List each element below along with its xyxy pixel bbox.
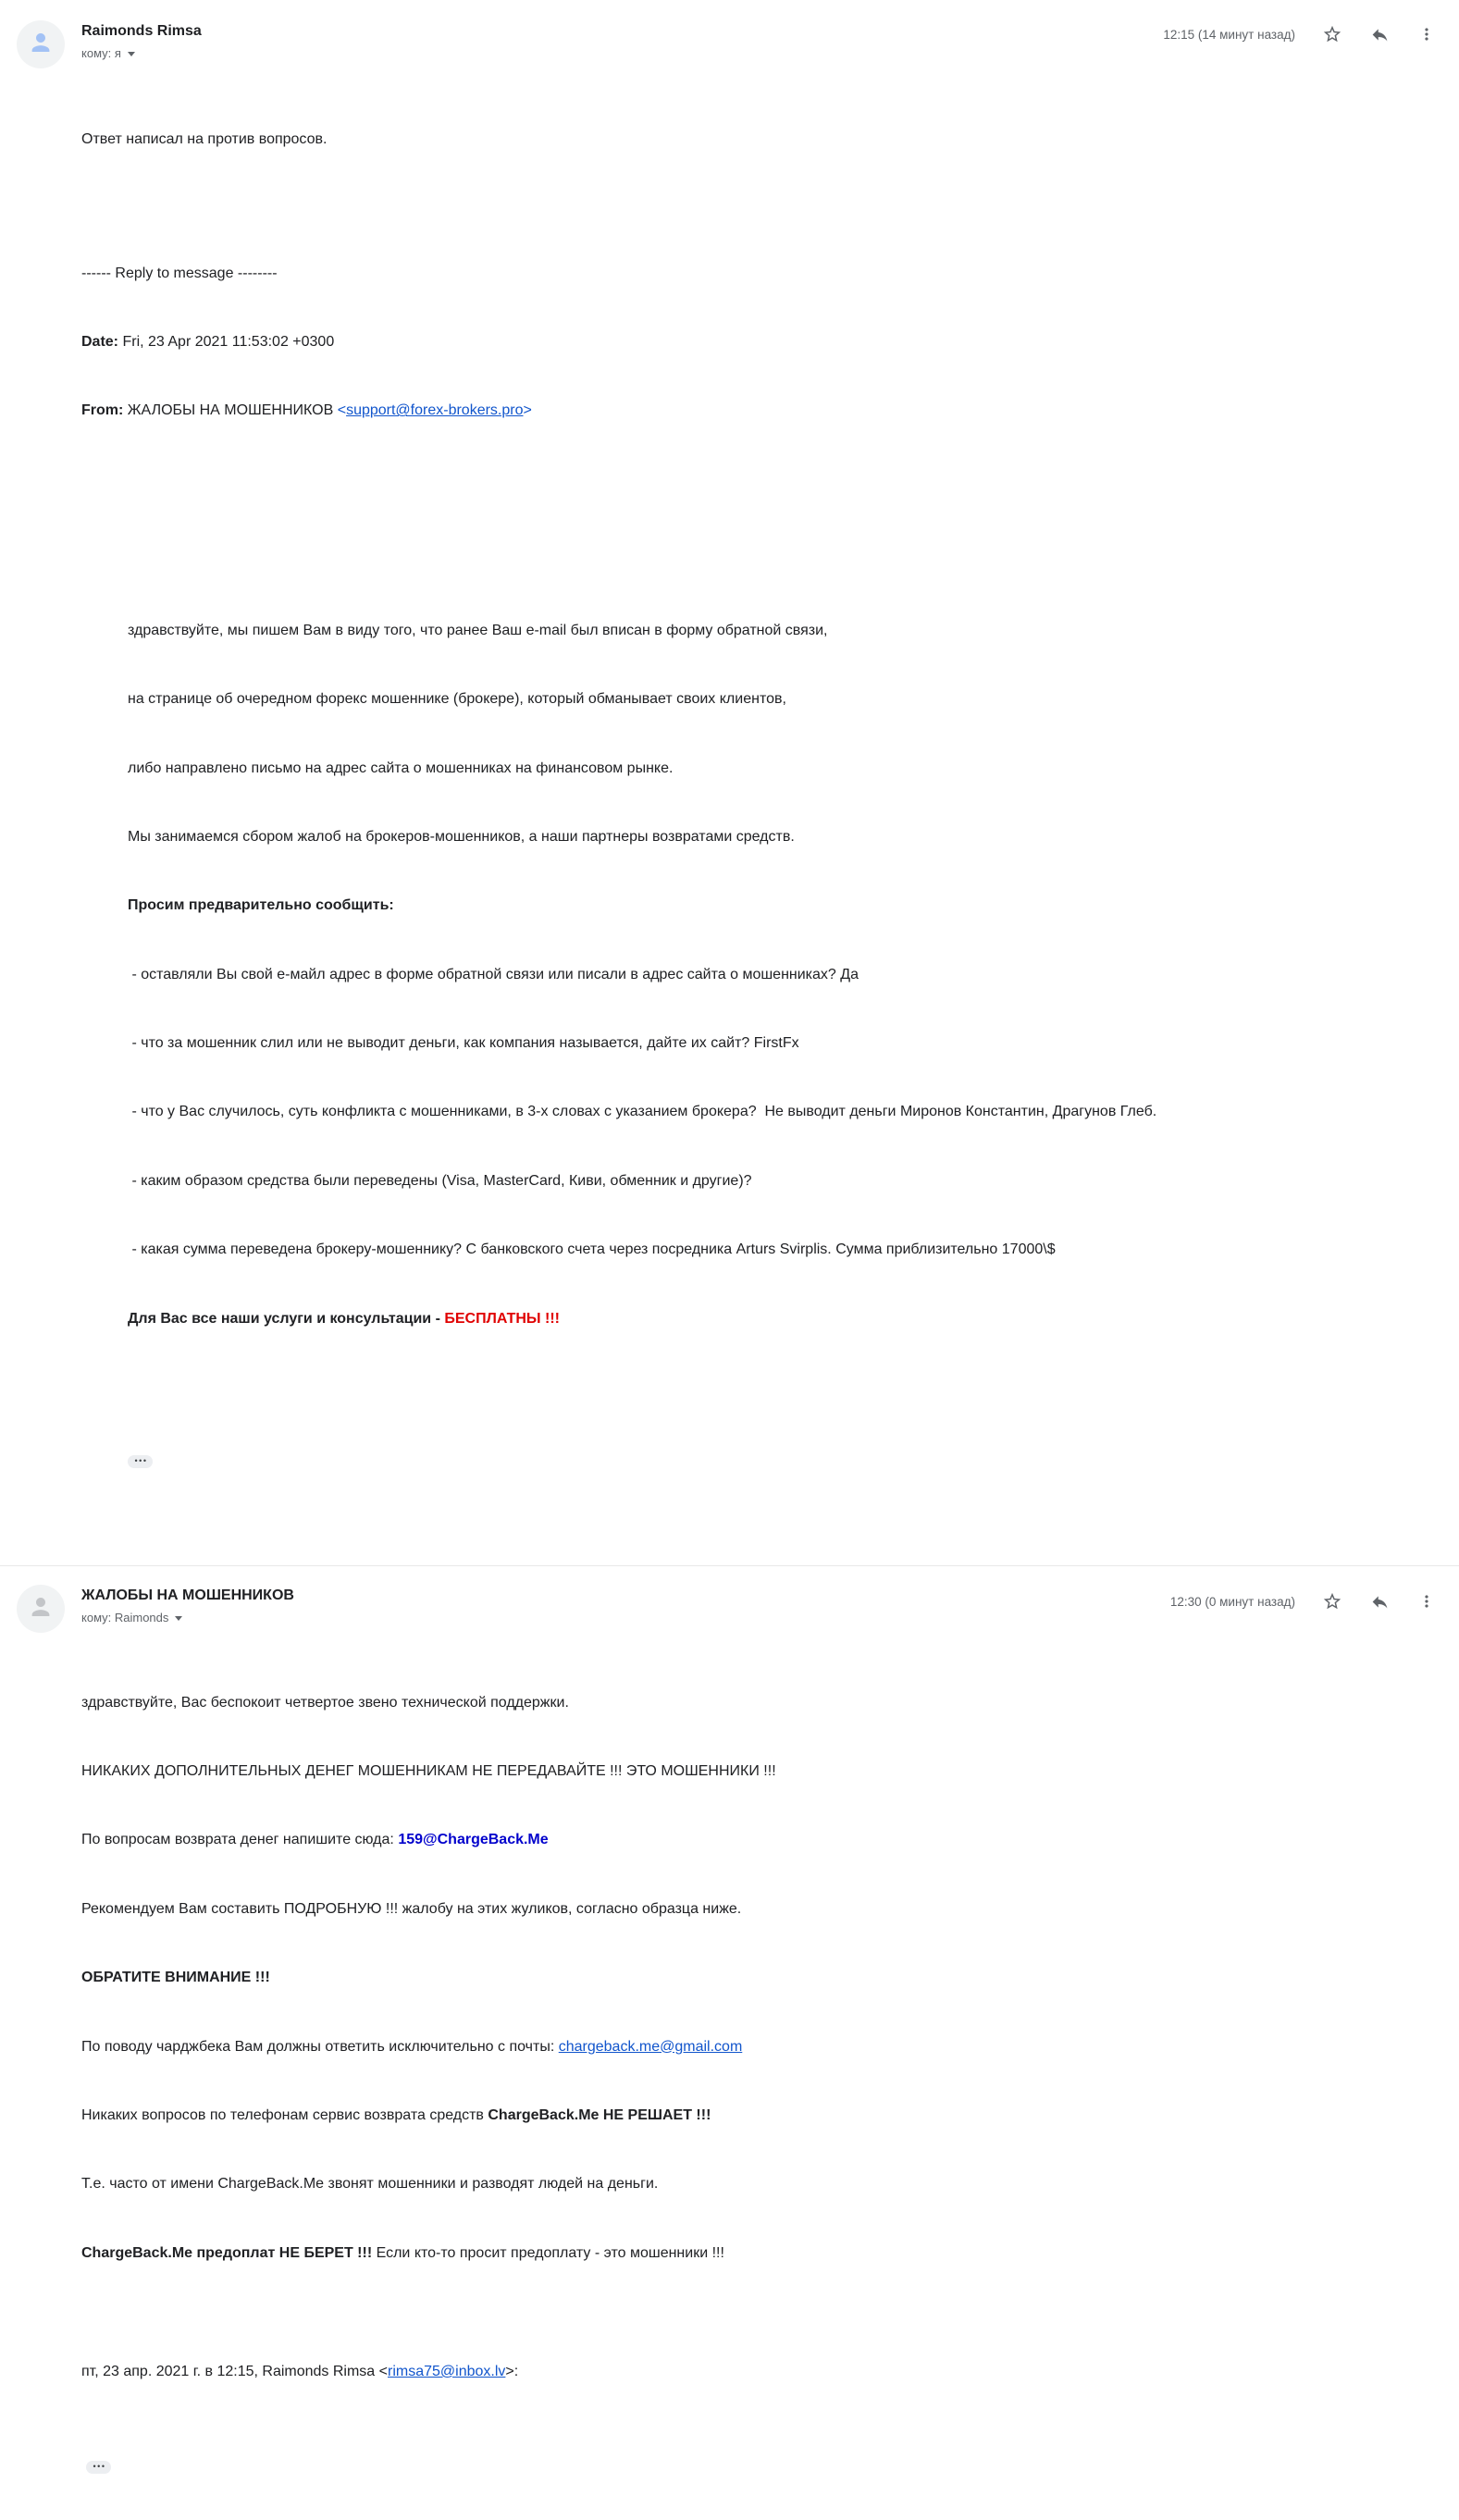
reply-arrow-icon [1370,25,1390,44]
body-text: Если кто-то просит предоплату - это мошенники !!! [372,2244,724,2261]
sender-name: Raimonds Rimsa [81,23,202,39]
reply-date-line [81,331,1459,354]
attention-bold: ОБРАТИТЕ ВНИМАНИЕ [81,1970,252,1986]
recipient-label: кому: Raimonds [81,1611,169,1625]
more-options-button[interactable] [1416,1591,1437,1612]
reply-quote-header [81,216,1459,469]
quote-question: - какая сумма переведена брокеру-мошеннику? С банковского счета через посредника Arturs Svirplis. Сумма приблизительно 17000\$ [128,1241,1056,1258]
quote-question: - каким образом средства были переведены (Visa, MasterCard, Киви, обменник и другие)? [128,1172,752,1189]
star-button[interactable] [1322,1591,1342,1612]
from-value: ЖАЛОБЫ НА МОШЕННИКОВ [123,402,338,419]
reply-button[interactable] [1369,1591,1390,1612]
sender-avatar[interactable] [17,1585,65,1633]
bracket-open: < [337,402,347,419]
quote-line: здравствуйте, мы пишем Вам в виду того, что ранее Ваш e-mail был вписан в форму обратной связи, [128,622,828,638]
quote-question: - что за мошенник слил или не выводит деньги, как компания называется, дайте их сайт? FirstFx [128,1035,799,1052]
quote-heading: Просим предварительно сообщить: [128,897,394,914]
rimsa-email-link[interactable]: rimsa75@inbox.lv [388,2363,506,2379]
body-bold: ChargeBack.Me предоплат НЕ БЕРЕТ !!! [81,2244,373,2261]
body-line: Т.е. часто от имени ChargeBack.Me звонят мошенники и разводят людей на деньги. [81,2176,659,2193]
three-dot-menu-icon [1417,1592,1436,1611]
sender-block [81,20,202,60]
sender-avatar[interactable] [17,20,65,68]
date-label: Date: [81,333,119,350]
gmail-address-link[interactable]: chargeback.me@gmail.com [558,2038,743,2055]
body-line [81,1829,1459,1852]
caret-down-icon [128,52,135,56]
body-line [81,2105,1459,2128]
quoted-message [128,574,1459,1377]
person-icon [27,1593,55,1625]
sender-block [81,1585,294,1624]
star-button[interactable] [1322,24,1342,44]
three-dot-menu-icon [1417,25,1436,43]
bracket-close: > [523,402,532,419]
body-line: Ответ написал на против вопросов. [81,130,328,147]
body-text: По вопросам возврата денег напишите сюда: [81,1832,399,1848]
recipient-details-row[interactable] [81,46,135,60]
quote-footer-red: БЕСПЛАТНЫ !!! [444,1310,560,1327]
message-header [17,1585,1459,1633]
caret-down-icon [175,1616,182,1621]
message-header [17,20,1459,68]
from-label: From: [81,402,124,419]
star-outline-icon [1322,1591,1342,1612]
from-email-link[interactable]: support@forex-brokers.pro [346,402,524,419]
chargeback-email-link[interactable]: 159@ChargeBack.Me [398,1832,549,1848]
date-value: Fri, 23 Apr 2021 11:53:02 +0300 [118,333,335,350]
reply-separator: ------ Reply to message -------- [81,265,278,281]
show-trimmed-content-button[interactable]: ••• [86,2461,111,2474]
quote-line: на странице об очередном форекс мошеннике (брокере), который обманывает своих клиентов, [128,691,786,708]
message-header-meta [1170,1591,1437,1612]
quote-line: Мы занимаемся сбором жалоб на брокеров-мошенников, а наши партнеры возвратами средств. [128,828,795,845]
body-line: НИКАКИХ ДОПОЛНИТЕЛЬНЫХ ДЕНЕГ МОШЕННИКАМ НЕ ПЕРЕДАВАЙТЕ !!! ЭТО МОШЕННИКИ !!! [81,1763,776,1779]
message-body [81,1646,1459,2520]
reply-arrow-icon [1370,1592,1390,1612]
show-trimmed-content-button[interactable]: ••• [128,1455,153,1468]
body-line [81,2242,1459,2266]
reply-button[interactable] [1369,24,1390,44]
body-line: здравствуйте, Вас беспокоит четвертое звено технической поддержки. [81,1694,569,1711]
body-text: По поводу чарджбека Вам должны ответить исключительно с почты: [81,2038,559,2055]
quote-footer-line [128,1308,1459,1331]
message-timestamp: 12:15 (14 минут назад) [1163,27,1295,42]
more-options-button[interactable] [1416,24,1437,44]
quote-question: - оставляли Вы свой е-майл адрес в форме обратной связи или писали в адрес сайта о мошенниках? Да [128,966,859,982]
sender-name: ЖАЛОБЫ НА МОШЕННИКОВ [81,1587,294,1604]
attention-marks: !!! [251,1970,270,1986]
body-text: Никаких вопросов по телефонам сервис возврата средств [81,2106,488,2123]
star-outline-icon [1322,24,1342,44]
body-line: Рекомендуем Вам составить ПОДРОБНУЮ !!! жалобу на этих жуликов, согласно образца ниже. [81,1900,742,1917]
message-header-meta [1163,24,1437,44]
reply-from-line [81,400,1459,423]
body-line [81,1967,1459,1990]
body-line [81,2036,1459,2059]
recipient-label: кому: я [81,46,121,60]
quote-footer-bold: Для Вас все наши услуги и консультации - [128,1310,445,1327]
email-message-2 [0,1566,1459,2520]
attribution-text: >: [505,2363,519,2379]
quote-attribution-line [81,2361,1459,2384]
message-timestamp: 12:30 (0 минут назад) [1169,1594,1295,1609]
quote-question: - что у Вас случилось, суть конфликта с мошенниками, в 3-х словах с указанием брокера? Не выводит деньги Миронов Константин, Драгунов Глеб. [128,1104,1157,1120]
recipient-details-row[interactable] [81,1611,182,1624]
message-body [81,82,1459,1514]
attribution-text: пт, 23 апр. 2021 г. в 12:15, Raimonds Rimsa < [81,2363,388,2379]
person-icon [27,29,55,61]
quote-line: либо направлено письмо на адрес сайта о мошенниках на финансовом рынке. [128,760,674,776]
body-bold: ChargeBack.Me НЕ РЕШАЕТ !!! [488,2106,711,2123]
